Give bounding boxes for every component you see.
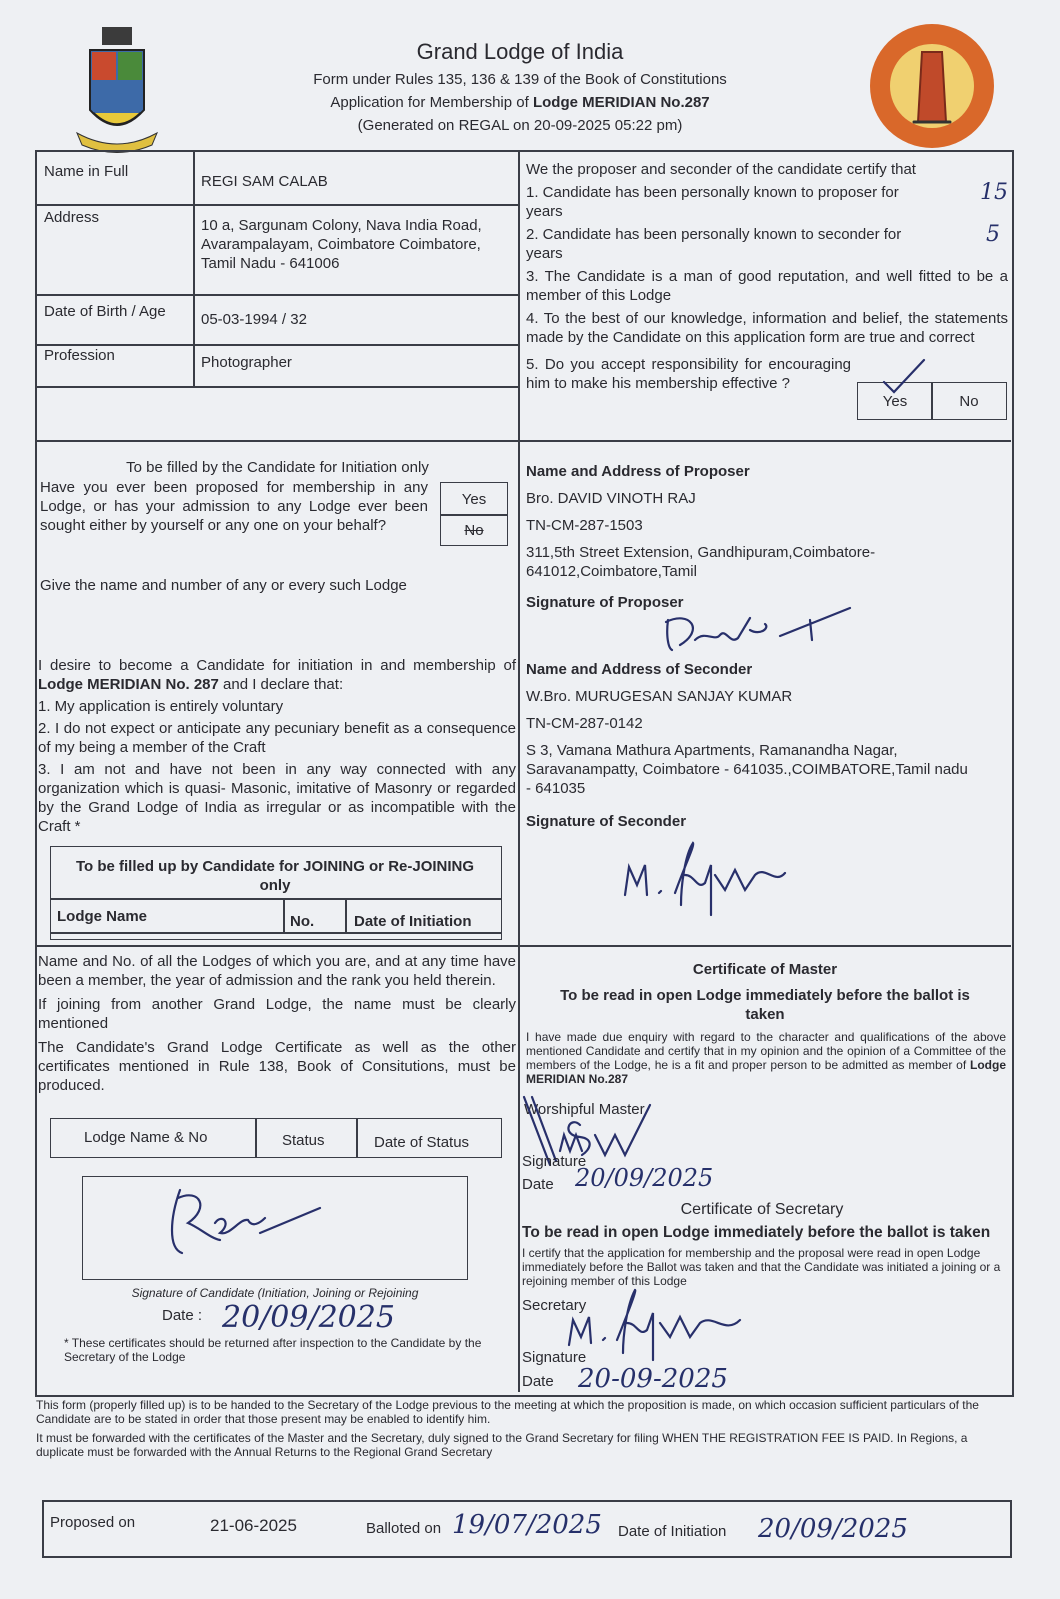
master-date-value: 20/09/2025 — [575, 1164, 714, 1192]
generated-on: (Generated on REGAL on 20-09-2025 05:22 pm) — [357, 117, 683, 134]
responsibility-no-box[interactable] — [931, 382, 1007, 420]
certify-statements: 4. To the best of our knowledge, information and belief, the statements made by the Candidate on this application form are true and correct — [526, 310, 1008, 346]
certify-intro: We the proposer and seconder of the candidate certify that — [526, 161, 916, 178]
certify-responsibility: 5. Do you accept responsibility for encouraging him to make his membership effective ? — [526, 356, 851, 392]
name-value: REGI SAM CALAB — [201, 173, 328, 190]
address-label: Address — [44, 209, 100, 226]
seconder-id: TN-CM-287-0142 — [526, 715, 643, 732]
address-value: 10 a, Sargunam Colony, Nava India Road, Avarampalayam, Coimbatore Coimbatore, Tamil Nadu - 641006 — [201, 217, 482, 272]
previous-proposal-no[interactable] — [440, 514, 508, 546]
candidate-date-label: Date : — [162, 1307, 203, 1324]
footer-note-2: It must be forwarded with the certificates of the Master and the Secretary, duly signed to the Grand Secretary for filing WHEN THE REGISTRATION FEE IS PAID. In Regions, a duplicate must be forwarded with the Annual Returns to the Regional Grand Secretary — [36, 1431, 968, 1459]
proposer-signature — [660, 600, 860, 660]
candidate-date-value: 20/09/2025 — [222, 1300, 395, 1335]
secretary-date-value: 20-09-2025 — [578, 1364, 728, 1394]
yes-label: Yes — [882, 392, 908, 410]
declaration-lodge: Lodge MERIDIAN No. 287 — [38, 676, 219, 693]
footer-note-1: This form (properly filled up) is to be handed to the Secretary of the Lodge previous to the meeting at which the proposition is made, on which occasion sufficient particulars of the Candidate are to be stated in order that those present may be enabled to identify him. — [36, 1398, 979, 1426]
previous-proposal-yes[interactable] — [440, 482, 508, 516]
proposer-section — [526, 462, 1008, 612]
proposer-years-value: 15 — [980, 180, 1008, 205]
proposer-signature-label: Signature of Proposer — [526, 594, 684, 611]
secretary-subheading: To be read in open Lodge immediately before the ballot is taken — [522, 1224, 991, 1241]
secretary-signature — [565, 1285, 785, 1365]
initiation-heading: To be filled by the Candidate for Initiation only — [126, 459, 429, 476]
master-role: Worshipful Master — [524, 1101, 645, 1118]
declaration-suffix: and I declare that: — [218, 676, 344, 693]
initiation-date-label: Date of Initiation — [618, 1523, 727, 1540]
balloted-on-value: 19/07/2025 — [452, 1510, 602, 1540]
membership-instructions: Name and No. of all the Lodges of which you are, and at any time have been a member, the year of admission and the rank you held therein. — [38, 953, 516, 989]
joining-col-no: No. — [290, 913, 315, 930]
proposer-id: TN-CM-287-1503 — [526, 517, 643, 534]
joining-heading: To be filled up by Candidate for JOINING or Re-JOINING only — [75, 858, 475, 894]
regional-grand-lodge-seal — [868, 22, 996, 150]
name-label: Name in Full — [44, 163, 129, 180]
certify-seconder-known: 2. Candidate has been personally known to seconder for — [526, 226, 902, 243]
no-label: No — [959, 392, 979, 410]
secretary-date-label: Date — [522, 1373, 554, 1390]
master-subheading: To be read in open Lodge immediately before the ballot is taken — [560, 987, 970, 1023]
certificates-return-note: * These certificates should be returned after inspection to the Candidate by the Secretary of the Lodge — [64, 1336, 482, 1364]
form-title: Grand Lodge of India — [416, 39, 624, 64]
secretary-role: Secretary — [522, 1297, 587, 1314]
master-text-body: I have made due enquiry with regard to the character and qualifications of the above mentioned Candidate and certify that in my opinion and the opinion of a Committee of the members of the Lodge, he is a fit and proper person to be admitted as member of — [526, 1030, 1006, 1072]
master-signature-label: Signature — [522, 1153, 587, 1170]
checkmark-icon — [880, 356, 940, 396]
membership-col-lodge: Lodge Name & No — [84, 1129, 208, 1146]
form-subtitle: Form under Rules 135, 136 & 139 of the Book of Constitutions — [313, 71, 727, 88]
seconder-section — [526, 660, 1008, 831]
certificates-note: The Candidate's Grand Lodge Certificate as well as the other certificates mentioned in Rule 138, Book of Consitutions, must be produced. — [38, 1039, 516, 1094]
candidate-signature — [160, 1178, 330, 1268]
dob-value: 05-03-1994 / 32 — [201, 311, 307, 328]
initiation-date-value: 20/09/2025 — [758, 1514, 908, 1544]
membership-col-date: Date of Status — [374, 1134, 470, 1151]
proposer-heading: Name and Address of Proposer — [526, 463, 750, 480]
seconder-signature-label: Signature of Seconder — [526, 813, 687, 830]
seconder-name: W.Bro. MURUGESAN SANJAY KUMAR — [526, 688, 793, 705]
previous-proposal-question: Have you ever been proposed for membership in any Lodge, or has your admission to any Lodge ever been sought either by yourself or any one on your behalf? — [40, 479, 428, 534]
master-text-lodge: Lodge MERIDIAN No.287 — [526, 1058, 1006, 1086]
certify-proposer-known: 1. Candidate has been personally known to proposer for — [526, 184, 899, 201]
master-certificate-text — [526, 1030, 1006, 1086]
no-label: No — [464, 521, 484, 539]
yes-label: Yes — [461, 490, 487, 508]
form-lodge-line — [250, 93, 790, 112]
proposer-years-unit: years — [526, 203, 563, 220]
proposer-name: Bro. DAVID VINOTH RAJ — [526, 490, 696, 507]
joining-col-lodge-name: Lodge Name — [57, 908, 148, 925]
secretary-certificate-text: I certify that the application for membership and the proposal were read in open Lodge immediately before the Ballot was taken and that the Candidate was initiated a joining or a rejoining member of this Lodge — [522, 1246, 1001, 1288]
master-heading: Certificate of Master — [692, 961, 838, 978]
membership-col-status: Status — [282, 1132, 325, 1149]
other-grand-lodge-note: If joining from another Grand Lodge, the name must be clearly mentioned — [38, 996, 516, 1032]
declaration-2: 2. I do not expect or anticipate any pecuniary benefit as a consequence of my being a member of the Craft — [38, 720, 516, 756]
proposer-address: 311,5th Street Extension, Gandhipuram,Coimbatore-641012,Coimbatore,Tamil — [526, 544, 876, 580]
declaration-intro: I desire to become a Candidate for initiation in and membership of — [38, 657, 516, 674]
grand-lodge-emblem — [72, 25, 162, 153]
dob-label: Date of Birth / Age — [44, 303, 166, 320]
profession-label: Profession — [44, 347, 115, 364]
master-date-label: Date — [522, 1176, 554, 1193]
seconder-address: S 3, Vamana Mathura Apartments, Ramanandha Nagar, Saravanampatty, Coimbatore - 641035.,COIMBATORE,Tamil nadu - 641035 — [526, 742, 968, 797]
lodge-name: Lodge MERIDIAN No.287 — [532, 94, 710, 111]
candidate-signature-caption: Signature of Candidate (Initiation, Joining or Rejoining — [131, 1286, 419, 1300]
declaration-3: 3. I am not and have not been in any way connected with any organization which is quasi- Masonic, imitative of Masonry or regarded by the Grand Lodge of India as irregular or as incompatible with the Craft * — [38, 761, 516, 835]
membership-section — [38, 952, 516, 1095]
proposed-on-value: 21-06-2025 — [210, 1516, 297, 1535]
secretary-signature-label: Signature — [522, 1349, 587, 1366]
joining-col-date: Date of Initiation — [354, 913, 472, 930]
declaration-1: 1. My application is entirely voluntary — [38, 698, 284, 715]
seconder-years-value: 5 — [986, 222, 1000, 247]
balloted-on-label: Balloted on — [366, 1520, 442, 1537]
seconder-heading: Name and Address of Seconder — [526, 661, 753, 678]
declaration — [38, 656, 516, 836]
secretary-heading: Certificate of Secretary — [680, 1201, 844, 1218]
certify-reputation: 3. The Candidate is a man of good reputation, and well fitted to be a member of this Lodge — [526, 268, 1008, 304]
profession-value: Photographer — [201, 354, 292, 371]
proposed-on-label: Proposed on — [50, 1514, 136, 1531]
lodge-line-prefix: Application for Membership of — [330, 94, 533, 111]
seconder-years-unit: years — [526, 245, 563, 262]
give-lodge-name-prompt: Give the name and number of any or every such Lodge — [40, 577, 407, 594]
seconder-signature — [615, 835, 815, 925]
footer-notes — [36, 1398, 1011, 1459]
